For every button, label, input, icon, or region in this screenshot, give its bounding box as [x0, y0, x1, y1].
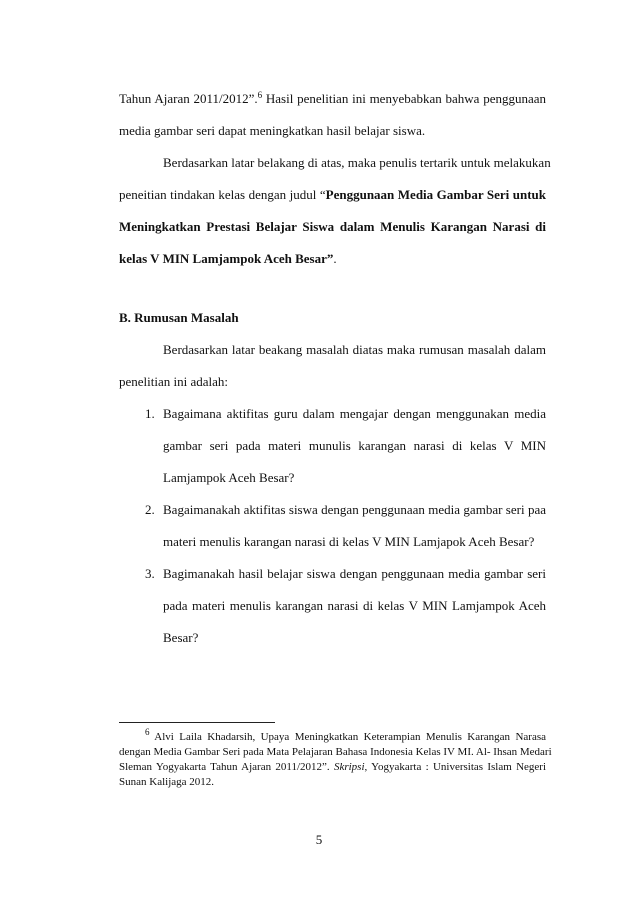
footnote-text: Alvi Laila Khadarsih, Upaya Meningkatkan Keterampian Menulis Karangan Narasa — [154, 731, 546, 743]
footnote-marker: 6 — [145, 727, 150, 737]
paragraph2-line1: Berdasarkan latar belakang di atas, maka penulis tertarik untuk melakukan — [163, 155, 551, 170]
research-title-part2: Meningkatkan Prestasi Belajar Siswa dalam Menulis Karangan Narasi di — [119, 219, 546, 234]
paragraph2-period: . — [333, 251, 337, 266]
list-item-1-line2: gambar seri pada materi munulis karangan narasi di kelas V MIN — [163, 438, 546, 453]
paragraph1-line1 — [119, 91, 546, 107]
section-intro-line2: penelitian ini adalah: — [119, 374, 229, 389]
page-number: 5 — [315, 832, 323, 847]
list-item-number: 2. — [145, 502, 155, 517]
research-title-part3: kelas V MIN Lamjampok Aceh Besar” — [119, 251, 334, 266]
footnote-text: Sleman Yogyakarta Tahun Ajaran 2011/2012”. — [119, 761, 334, 773]
footnote-line2: dengan Media Gambar Seri pada Mata Pelajaran Bahasa Indonesia Kelas IV MI. Al- Ihsan Medari — [119, 746, 552, 758]
footnote-italic: Skripsi — [333, 761, 365, 773]
paragraph1-line2: media gambar seri dapat meningkatkan hasil belajar siswa. — [119, 123, 426, 138]
footnote-line3 — [119, 760, 546, 774]
footnote-reference[interactable]: 6 — [257, 90, 263, 100]
list-item-1-line3: Lamjampok Aceh Besar? — [163, 470, 295, 485]
list-item-number: 1. — [145, 406, 155, 421]
list-item-3-line3: Besar? — [163, 630, 199, 645]
list-item-3-line1: Bagimanakah hasil belajar siswa dengan penggunaan media gambar seri — [163, 566, 546, 581]
list-item-3-line2: pada materi menulis karangan narasi di kelas V MIN Lamjampok Aceh — [163, 598, 546, 613]
section-heading: B. Rumusan Masalah — [119, 310, 239, 325]
footnote-separator — [119, 722, 275, 723]
paragraph1-text-a: Tahun Ajaran 2011/2012”. — [119, 91, 258, 106]
footnote-line4: Sunan Kalijaga 2012. — [119, 776, 215, 788]
list-item-number: 3. — [145, 566, 155, 581]
paragraph2-line2 — [119, 187, 546, 203]
section-intro-line1: Berdasarkan latar beakang masalah diatas maka rumusan masalah dalam — [163, 342, 546, 357]
list-item-2-line2: materi menulis karangan narasi di kelas V MIN Lamjapok Aceh Besar? — [163, 534, 535, 549]
list-item-2-line1: Bagaimanakah aktifitas siswa dengan penggunaan media gambar seri paa — [163, 502, 546, 517]
research-title-part1: Penggunaan Media Gambar Seri untuk — [325, 187, 546, 202]
footnote-text: , Yogyakarta : Universitas Islam Negeri — [364, 761, 547, 773]
paragraph2-text: peneitian tindakan kelas dengan judul “ — [119, 187, 326, 202]
footnote-line1 — [145, 727, 546, 744]
paragraph1-text-b: Hasil penelitian ini menyebabkan bahwa penggunaan — [262, 91, 547, 106]
paragraph2-line4 — [119, 251, 337, 267]
list-item-1-line1: Bagaimana aktifitas guru dalam mengajar dengan menggunakan media — [163, 406, 546, 421]
